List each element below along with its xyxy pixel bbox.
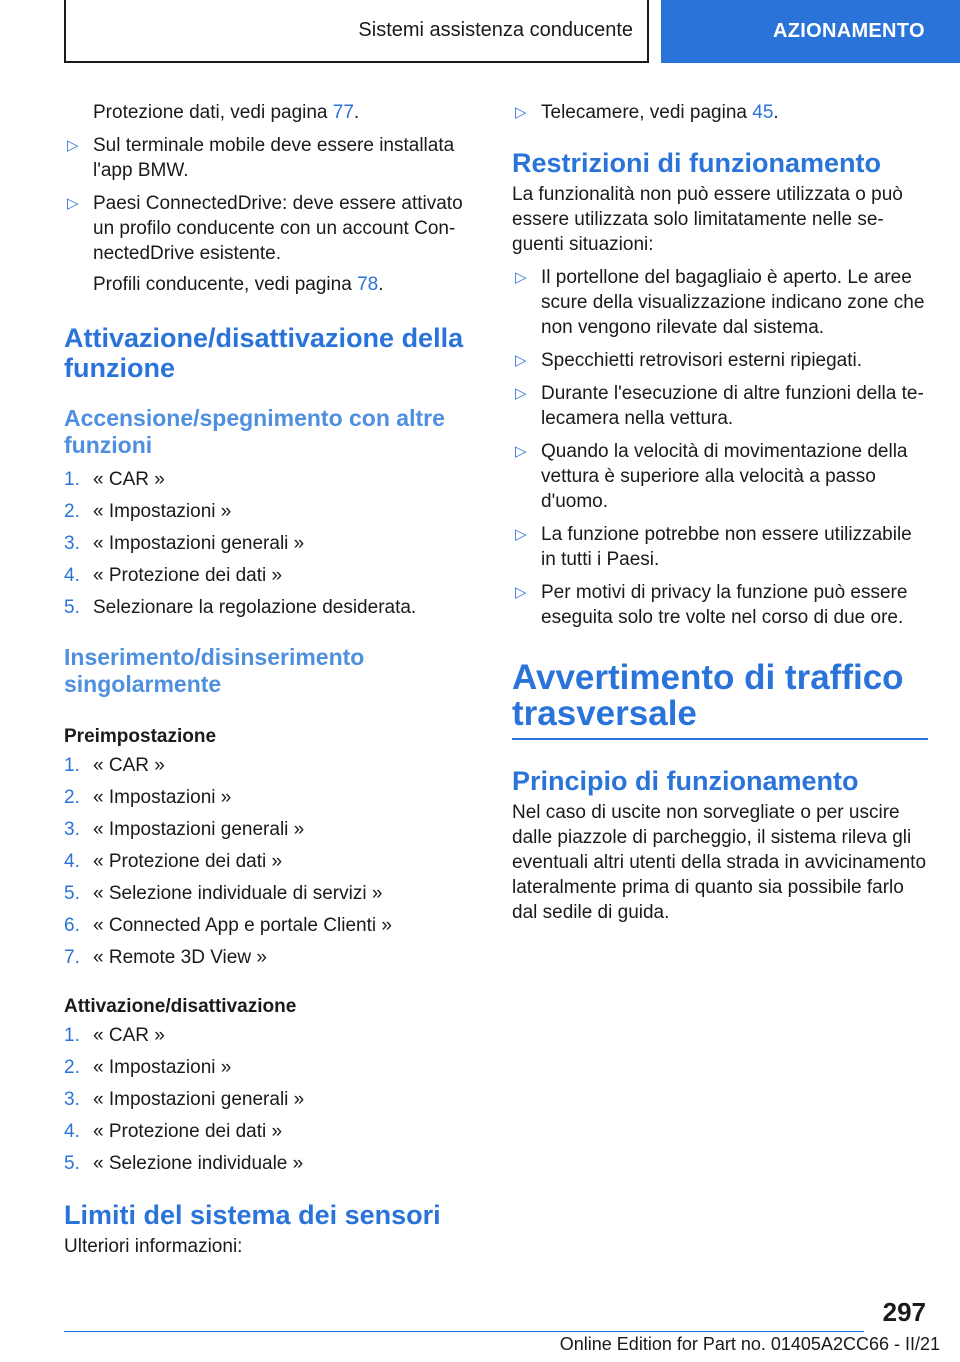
left-column bbox=[64, 100, 464, 1259]
page-link-45[interactable]: 45 bbox=[752, 102, 774, 123]
steps-list-3 bbox=[64, 1023, 464, 1176]
right-column bbox=[512, 100, 928, 925]
step-text: « Protezione dei dati » bbox=[93, 1121, 283, 1142]
header-section-title bbox=[64, 0, 649, 63]
list-item: ▷ Sul terminale mobile deve essere installata l'app BMW. bbox=[67, 135, 455, 181]
step-number: 6. bbox=[64, 915, 80, 936]
list-item bbox=[64, 1087, 464, 1112]
step-number: 5. bbox=[64, 1153, 80, 1174]
heading-principle: Principio di funzionamento bbox=[512, 766, 859, 796]
step-number: 2. bbox=[64, 1057, 80, 1078]
step-number: 2. bbox=[64, 787, 80, 808]
header-section-label: Sistemi assistenza conducente bbox=[358, 19, 633, 41]
restrictions-intro: La funzionalità non può essere utilizzata o può essere utilizzata solo limitatamente nelle seguenti situazioni: bbox=[512, 184, 903, 255]
list-item bbox=[512, 348, 928, 373]
list-item bbox=[64, 913, 464, 938]
list-item bbox=[64, 499, 464, 524]
list-item bbox=[64, 1055, 464, 1080]
step-number: 1. bbox=[64, 755, 80, 776]
step-text: « CAR » bbox=[93, 469, 165, 490]
list-item bbox=[64, 595, 464, 620]
step-text: « Connected App e portale Clienti » bbox=[93, 915, 392, 936]
step-text: « Impostazioni generali » bbox=[93, 533, 305, 554]
step-number: 7. bbox=[64, 947, 80, 968]
step-number: 3. bbox=[64, 1089, 80, 1110]
step-number: 1. bbox=[64, 469, 80, 490]
page-number: 297 bbox=[882, 1297, 926, 1327]
step-number: 5. bbox=[64, 597, 80, 618]
bullet-text: Quando la velocità di movimentazione della vettura è superiore alla velocità a passo d'uomo. bbox=[541, 441, 908, 512]
triangle-bullet-icon: ▷ bbox=[515, 269, 527, 286]
list-item bbox=[512, 580, 928, 630]
bullet-text: La funzione potrebbe non essere utilizzabile in tutti i Paesi. bbox=[541, 524, 912, 570]
header-chapter-tab[interactable] bbox=[661, 0, 960, 63]
list-item bbox=[64, 1151, 464, 1176]
list-item bbox=[64, 563, 464, 588]
list-item bbox=[64, 1023, 464, 1048]
list-item bbox=[64, 531, 464, 556]
list-item bbox=[512, 439, 928, 514]
step-number: 1. bbox=[64, 1025, 80, 1046]
heading-restrictions: Restrizioni di funzionamento bbox=[512, 148, 881, 178]
list-item bbox=[512, 265, 928, 340]
list-item bbox=[64, 1119, 464, 1144]
step-text: « Impostazioni » bbox=[93, 787, 232, 808]
step-text: « Selezione individuale di servizi » bbox=[93, 883, 383, 904]
triangle-bullet-icon: ▷ bbox=[515, 352, 527, 369]
step-text: « CAR » bbox=[93, 755, 165, 776]
subheading-activation: Attivazione/disattivazione bbox=[64, 996, 297, 1017]
page-link-77[interactable]: 77 bbox=[332, 102, 354, 123]
step-text: « Protezione dei dati » bbox=[93, 565, 283, 586]
heading-on-off: Accensione/spegnimento con altre funzioni bbox=[64, 405, 445, 458]
list-item bbox=[64, 849, 464, 874]
list-item: ▷ Paesi ConnectedDrive: deve essere attivato un profilo conducente con un account ConnectedDrive esistente. bbox=[67, 193, 463, 264]
more-info-text: Ulteriori informazioni: bbox=[64, 1236, 243, 1257]
list-item bbox=[512, 522, 928, 572]
step-text: « Impostazioni generali » bbox=[93, 1089, 305, 1110]
restrictions-list bbox=[512, 265, 928, 630]
list-item bbox=[64, 753, 464, 778]
triangle-bullet-icon: ▷ bbox=[515, 526, 527, 543]
step-text: « Impostazioni » bbox=[93, 1057, 232, 1078]
step-text: « Impostazioni generali » bbox=[93, 819, 305, 840]
step-number: 3. bbox=[64, 819, 80, 840]
step-text: « Selezione individuale » bbox=[93, 1153, 304, 1174]
heading-single: Inserimento/disinserimento singolarmente bbox=[64, 644, 365, 697]
step-number: 4. bbox=[64, 565, 80, 586]
list-item bbox=[512, 381, 928, 431]
list-item bbox=[64, 467, 464, 492]
step-number: 2. bbox=[64, 501, 80, 522]
bullet-text: Per motivi di privacy la funzione può essere eseguita solo tre volte nel corso di due ore. bbox=[541, 582, 908, 628]
principle-text: Nel caso di uscite non sorvegliate o per uscire dalle piazzole di parcheggio, il sistema rileva gli eventuali altri utenti della strada in avvicinamento lateralmente prima di quanto sia possibile farlo dal sedile di guida. bbox=[512, 802, 927, 923]
step-text: « Impostazioni » bbox=[93, 501, 232, 522]
list-item: ▷ Telecamere, vedi pagina 45. bbox=[515, 102, 779, 123]
step-text: « Protezione dei dati » bbox=[93, 851, 283, 872]
step-number: 4. bbox=[64, 1121, 80, 1142]
list-item bbox=[64, 945, 464, 970]
step-number: 5. bbox=[64, 883, 80, 904]
page-link-78[interactable]: 78 bbox=[357, 274, 379, 295]
step-text: Selezionare la regolazione desiderata. bbox=[93, 597, 417, 618]
heading-activation: Attivazione/disattivazione della funzione bbox=[64, 323, 464, 383]
triangle-bullet-icon: ▷ bbox=[515, 443, 527, 460]
list-item bbox=[64, 881, 464, 906]
heading-limits: Limiti del sistema dei sensori bbox=[64, 1200, 441, 1230]
triangle-bullet-icon: ▷ bbox=[515, 104, 527, 121]
bullet-text: Specchietti retrovisori esterni ripiegati. bbox=[541, 350, 863, 371]
triangle-bullet-icon: ▷ bbox=[67, 195, 79, 212]
step-text: « CAR » bbox=[93, 1025, 165, 1046]
triangle-bullet-icon: ▷ bbox=[515, 584, 527, 601]
steps-list-1 bbox=[64, 467, 464, 620]
footer-rule bbox=[64, 1331, 864, 1332]
step-number: 4. bbox=[64, 851, 80, 872]
profiles-reference: Profili conducente, vedi pagina 78. bbox=[93, 274, 384, 295]
list-item bbox=[64, 785, 464, 810]
header-chapter-label: AZIONAMENTO bbox=[773, 20, 925, 42]
heading-cross-traffic: Avvertimento di traffico trasversale bbox=[512, 658, 904, 733]
triangle-bullet-icon: ▷ bbox=[515, 385, 527, 402]
bullet-text: Durante l'esecuzione di altre funzioni della telecamera nella vettura. bbox=[541, 383, 924, 429]
subheading-preset: Preimpostazione bbox=[64, 726, 217, 747]
privacy-reference: Protezione dati, vedi pagina 77. bbox=[93, 102, 360, 123]
bullet-text: Il portellone del bagagliaio è aperto. Le aree scure della visualizzazione indicano zone che non vengono rilevate dal sistema. bbox=[541, 267, 925, 338]
steps-list-2 bbox=[64, 753, 464, 970]
list-item bbox=[64, 817, 464, 842]
step-text: « Remote 3D View » bbox=[93, 947, 267, 968]
footer-edition: Online Edition for Part no. 01405A2CC66 - II/21 bbox=[559, 1334, 940, 1354]
triangle-bullet-icon: ▷ bbox=[67, 137, 79, 154]
step-number: 3. bbox=[64, 533, 80, 554]
